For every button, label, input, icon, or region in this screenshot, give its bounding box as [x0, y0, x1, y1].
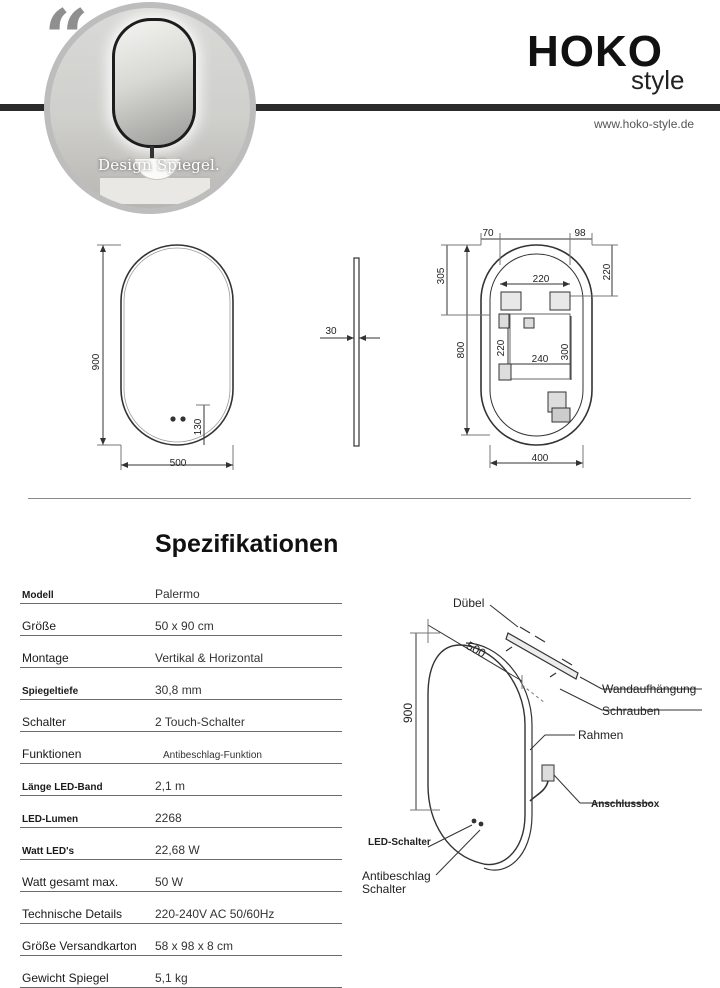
spec-label: LED-Lumen — [22, 814, 79, 825]
spec-value: 220-240V AC 50/60Hz — [155, 907, 275, 921]
spec-value: 22,68 W — [155, 843, 200, 857]
dim-800: 800 — [456, 341, 467, 359]
spec-value: 30,8 mm — [155, 683, 202, 697]
dim-300: 300 — [560, 343, 571, 361]
spec-row — [20, 892, 342, 924]
spec-value: 50 W — [155, 875, 184, 889]
spec-value: Antibeschlag-Funktion — [163, 750, 262, 761]
label-duebel: Dübel — [453, 596, 485, 610]
dim-240: 240 — [531, 354, 549, 365]
spec-row — [20, 700, 342, 732]
spec-label: Größe Versandkarton — [22, 939, 137, 953]
spec-value: 50 x 90 cm — [155, 619, 214, 633]
spec-title: Spezifikationen — [155, 530, 339, 558]
dim-220-left: 220 — [496, 339, 507, 357]
spec-row — [20, 732, 342, 764]
spec-row — [20, 604, 342, 636]
spec-value: 2268 — [155, 811, 182, 825]
switch-dot — [170, 416, 175, 421]
spec-row — [20, 668, 342, 700]
spec-value: 2 Touch-Schalter — [155, 715, 245, 729]
dim-98: 98 — [574, 228, 586, 239]
spec-value: 58 x 98 x 8 cm — [155, 939, 234, 953]
asm-dim-width: 500 — [463, 638, 489, 661]
switch-dot — [472, 819, 477, 824]
switch-dot — [479, 822, 484, 827]
spec-row — [20, 956, 342, 988]
spec-label: Gewicht Spiegel — [22, 971, 109, 985]
label-antibeschlag: Antibeschlag — [362, 869, 431, 883]
dim-305: 305 — [436, 267, 447, 285]
spec-label: Watt LED's — [22, 846, 75, 857]
spec-value: 2,1 m — [155, 779, 186, 793]
section-divider — [28, 498, 691, 499]
spec-row — [20, 764, 342, 796]
label-rahmen: Rahmen — [578, 728, 624, 742]
spec-label: Montage — [22, 651, 69, 665]
spec-label: Größe — [22, 619, 57, 633]
spec-label: Funktionen — [22, 747, 82, 761]
spec-label: Watt gesamt max. — [22, 875, 119, 889]
quote-icon: “ — [44, 0, 89, 84]
spec-row — [20, 828, 342, 860]
front-view — [97, 245, 233, 470]
spec-label: Technische Details — [22, 907, 123, 921]
dim-220-top: 220 — [532, 274, 550, 285]
label-schrauben: Schrauben — [602, 704, 661, 718]
switch-dot — [180, 416, 185, 421]
spec-row — [20, 572, 342, 604]
spec-row — [20, 636, 342, 668]
label-antibeschlag-schalter: Schalter — [362, 882, 407, 896]
website-link[interactable]: www.hoko-style.de — [594, 117, 695, 131]
dim-400: 400 — [531, 453, 549, 464]
spec-label: Länge LED-Band — [22, 782, 103, 793]
wall-bracket — [506, 627, 578, 679]
spec-value: Vertikal & Horizontal — [155, 651, 264, 665]
hero-label: Design Spiegel. — [98, 156, 221, 174]
dim-switch-offset: 130 — [193, 418, 204, 436]
dim-70: 70 — [482, 228, 494, 239]
spec-row — [20, 924, 342, 956]
spec-row — [20, 796, 342, 828]
spec-label: Modell — [22, 590, 54, 601]
dim-front-width: 500 — [169, 458, 187, 469]
spec-label: Spiegeltiefe — [22, 686, 79, 697]
dim-front-height: 900 — [91, 353, 102, 371]
side-view — [320, 258, 380, 446]
junction-box — [542, 765, 554, 781]
assembly-diagram — [340, 585, 720, 966]
spec-label: Schalter — [22, 715, 67, 729]
spec-value: Palermo — [155, 587, 200, 601]
brand-logo-sub: style — [631, 65, 685, 95]
label-wandaufhaengung: Wandaufhängung — [602, 682, 697, 696]
brand-logo: HOKO — [527, 27, 663, 76]
label-led-schalter: LED-Schalter — [368, 837, 431, 848]
spec-table — [20, 572, 342, 988]
mirror-outline — [428, 645, 525, 865]
spec-value: 5,1 kg — [155, 971, 188, 985]
spec-row — [20, 860, 342, 892]
dim-depth: 30 — [325, 326, 337, 337]
label-anschlussbox: Anschlussbox — [591, 799, 660, 810]
dim-220-right: 220 — [602, 263, 613, 281]
asm-dim-height: 900 — [401, 702, 415, 724]
